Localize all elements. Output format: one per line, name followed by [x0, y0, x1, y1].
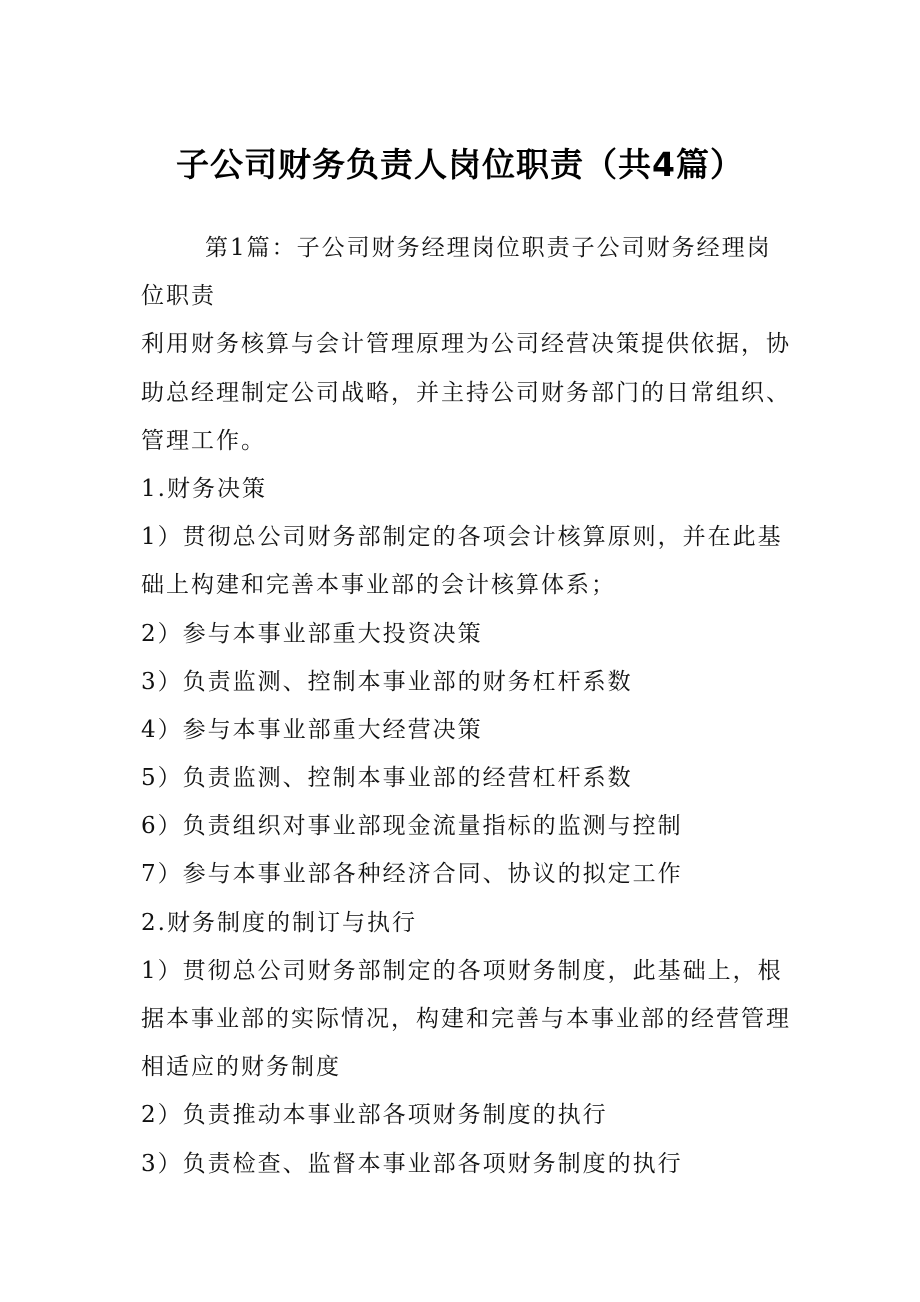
list-item: 3）负责检查、监督本事业部各项财务制度的执行	[141, 1150, 683, 1177]
paragraph-line: 管理工作。	[141, 427, 266, 454]
list-item: 4）参与本事业部重大经营决策	[141, 716, 483, 743]
list-item: 6）负责组织对事业部现金流量指标的监测与控制	[141, 813, 683, 840]
list-item-continuation: 础上构建和完善本事业部的会计核算体系；	[141, 572, 616, 599]
paragraph-line: 利用财务核算与会计管理原理为公司经营决策提供依据，协	[141, 331, 791, 358]
list-item-continuation: 据本事业部的实际情况，构建和完善与本事业部的经营管理	[141, 1006, 791, 1032]
paragraph-line: 第1篇：子公司财务经理岗位职责子公司财务经理岗	[205, 235, 772, 261]
list-item: 1）贯彻总公司财务部制定的各项财务制度，此基础上，根	[141, 957, 783, 984]
list-item: 5）负责监测、控制本事业部的经营杠杆系数	[141, 765, 633, 792]
section-heading: 1.财务决策	[141, 475, 267, 502]
list-item-continuation: 相适应的财务制度	[141, 1054, 341, 1081]
section-heading: 2.财务制度的制订与执行	[141, 909, 417, 936]
list-item: 3）负责监测、控制本事业部的财务杠杆系数	[141, 668, 633, 695]
document-body	[141, 224, 791, 1188]
list-item: 7）参与本事业部各种经济合同、协议的拟定工作	[141, 861, 683, 888]
list-item: 2）参与本事业部重大投资决策	[141, 620, 483, 647]
list-item: 2）负责推动本事业部各项财务制度的执行	[141, 1102, 608, 1129]
list-item: 1）贯彻总公司财务部制定的各项会计核算原则，并在此基	[141, 524, 783, 551]
document-title: 子公司财务负责人岗位职责（共4篇）	[176, 145, 744, 184]
paragraph-line: 助总经理制定公司战略，并主持公司财务部门的日常组织、	[141, 379, 791, 406]
paragraph-line: 位职责	[141, 283, 216, 310]
